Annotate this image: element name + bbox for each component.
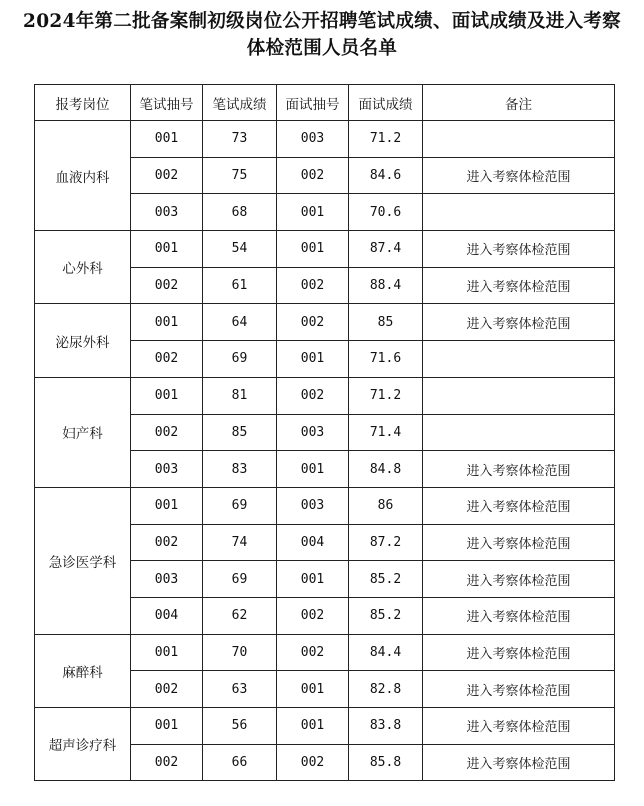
- table-header: [35, 85, 615, 121]
- written-score-cell: 70: [203, 634, 277, 671]
- results-table: [34, 84, 615, 781]
- table-row: [35, 487, 615, 524]
- header-row: [35, 85, 615, 121]
- interview-no-cell: 002: [277, 597, 349, 634]
- position-cell: 急诊医学科: [35, 487, 131, 634]
- written-no-cell: 001: [131, 231, 203, 268]
- remarks-cell: 进入考察体检范围: [423, 561, 615, 598]
- remarks-cell: 进入考察体检范围: [423, 304, 615, 341]
- interview-score-cell: 84.4: [349, 634, 423, 671]
- written-no-cell: 002: [131, 267, 203, 304]
- remarks-cell: 进入考察体检范围: [423, 708, 615, 745]
- written-score-cell: 63: [203, 671, 277, 708]
- position-cell: 麻醉科: [35, 634, 131, 707]
- interview-no-cell: 002: [277, 267, 349, 304]
- header-cell-written-score: 笔试成绩: [203, 85, 277, 121]
- header-cell-position: 报考岗位: [35, 85, 131, 121]
- written-score-cell: 54: [203, 231, 277, 268]
- written-no-cell: 002: [131, 157, 203, 194]
- written-score-cell: 69: [203, 341, 277, 378]
- interview-no-cell: 001: [277, 671, 349, 708]
- position-cell: 血液内科: [35, 121, 131, 231]
- remarks-cell: [423, 194, 615, 231]
- written-no-cell: 001: [131, 377, 203, 414]
- interview-no-cell: 001: [277, 341, 349, 378]
- remarks-cell: 进入考察体检范围: [423, 451, 615, 488]
- written-score-cell: 74: [203, 524, 277, 561]
- header-cell-written-no: 笔试抽号: [131, 85, 203, 121]
- interview-score-cell: 85.2: [349, 597, 423, 634]
- remarks-cell: 进入考察体检范围: [423, 634, 615, 671]
- written-no-cell: 001: [131, 634, 203, 671]
- written-no-cell: 001: [131, 487, 203, 524]
- interview-no-cell: 002: [277, 304, 349, 341]
- page-title-line-2: 体检范围人员名单: [246, 38, 398, 59]
- interview-no-cell: 001: [277, 451, 349, 488]
- written-no-cell: 003: [131, 451, 203, 488]
- table-body: [35, 121, 615, 781]
- interview-score-cell: 71.4: [349, 414, 423, 451]
- written-score-cell: 73: [203, 121, 277, 158]
- interview-score-cell: 87.2: [349, 524, 423, 561]
- remarks-cell: 进入考察体检范围: [423, 487, 615, 524]
- remarks-cell: 进入考察体检范围: [423, 267, 615, 304]
- header-cell-interview-no: 面试抽号: [277, 85, 349, 121]
- written-no-cell: 001: [131, 304, 203, 341]
- interview-no-cell: 002: [277, 634, 349, 671]
- interview-no-cell: 001: [277, 708, 349, 745]
- interview-score-cell: 85.2: [349, 561, 423, 598]
- written-no-cell: 002: [131, 341, 203, 378]
- remarks-cell: [423, 121, 615, 158]
- remarks-cell: 进入考察体检范围: [423, 744, 615, 781]
- interview-score-cell: 84.8: [349, 451, 423, 488]
- interview-score-cell: 70.6: [349, 194, 423, 231]
- interview-no-cell: 002: [277, 744, 349, 781]
- table-row: [35, 231, 615, 268]
- remarks-cell: [423, 414, 615, 451]
- interview-no-cell: 001: [277, 231, 349, 268]
- interview-score-cell: 82.8: [349, 671, 423, 708]
- written-no-cell: 001: [131, 121, 203, 158]
- page-title: [0, 8, 644, 62]
- interview-no-cell: 001: [277, 561, 349, 598]
- table-row: [35, 634, 615, 671]
- table-row: [35, 377, 615, 414]
- interview-score-cell: 84.6: [349, 157, 423, 194]
- written-no-cell: 003: [131, 194, 203, 231]
- interview-score-cell: 71.6: [349, 341, 423, 378]
- remarks-cell: 进入考察体检范围: [423, 597, 615, 634]
- written-score-cell: 85: [203, 414, 277, 451]
- remarks-cell: 进入考察体检范围: [423, 671, 615, 708]
- written-no-cell: 002: [131, 524, 203, 561]
- table-row: [35, 708, 615, 745]
- remarks-cell: 进入考察体检范围: [423, 157, 615, 194]
- written-score-cell: 66: [203, 744, 277, 781]
- remarks-cell: 进入考察体检范围: [423, 231, 615, 268]
- interview-no-cell: 002: [277, 377, 349, 414]
- written-score-cell: 56: [203, 708, 277, 745]
- page-title-line-1: 2024年第二批备案制初级岗位公开招聘笔试成绩、面试成绩及进入考察: [23, 11, 621, 32]
- header-cell-interview-score: 面试成绩: [349, 85, 423, 121]
- written-score-cell: 69: [203, 561, 277, 598]
- interview-score-cell: 86: [349, 487, 423, 524]
- interview-score-cell: 83.8: [349, 708, 423, 745]
- written-no-cell: 003: [131, 561, 203, 598]
- written-score-cell: 83: [203, 451, 277, 488]
- position-cell: 妇产科: [35, 377, 131, 487]
- written-no-cell: 002: [131, 744, 203, 781]
- written-score-cell: 75: [203, 157, 277, 194]
- remarks-cell: [423, 341, 615, 378]
- written-score-cell: 64: [203, 304, 277, 341]
- interview-score-cell: 85.8: [349, 744, 423, 781]
- interview-score-cell: 85: [349, 304, 423, 341]
- interview-score-cell: 88.4: [349, 267, 423, 304]
- interview-no-cell: 003: [277, 487, 349, 524]
- position-cell: 心外科: [35, 231, 131, 304]
- written-score-cell: 61: [203, 267, 277, 304]
- interview-no-cell: 002: [277, 157, 349, 194]
- written-no-cell: 002: [131, 671, 203, 708]
- interview-no-cell: 003: [277, 414, 349, 451]
- written-no-cell: 004: [131, 597, 203, 634]
- table-row: [35, 121, 615, 158]
- interview-no-cell: 004: [277, 524, 349, 561]
- position-cell: 泌尿外科: [35, 304, 131, 377]
- header-cell-remarks: 备注: [423, 85, 615, 121]
- written-no-cell: 002: [131, 414, 203, 451]
- written-score-cell: 81: [203, 377, 277, 414]
- remarks-cell: 进入考察体检范围: [423, 524, 615, 561]
- remarks-cell: [423, 377, 615, 414]
- position-cell: 超声诊疗科: [35, 708, 131, 781]
- written-score-cell: 62: [203, 597, 277, 634]
- interview-no-cell: 001: [277, 194, 349, 231]
- interview-score-cell: 87.4: [349, 231, 423, 268]
- interview-score-cell: 71.2: [349, 377, 423, 414]
- written-score-cell: 69: [203, 487, 277, 524]
- written-no-cell: 001: [131, 708, 203, 745]
- interview-no-cell: 003: [277, 121, 349, 158]
- table-row: [35, 304, 615, 341]
- interview-score-cell: 71.2: [349, 121, 423, 158]
- written-score-cell: 68: [203, 194, 277, 231]
